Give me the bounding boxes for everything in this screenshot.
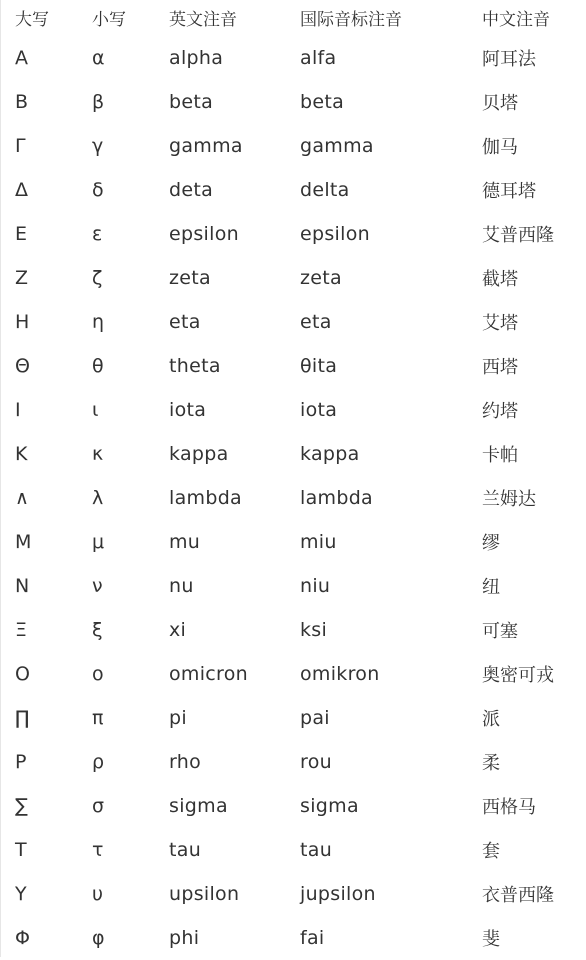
cell-uppercase: Κ [15,443,28,465]
cell-uppercase: Τ [15,839,27,861]
cell-chinese: 阿耳法 [482,49,536,70]
cell-lowercase: ξ [92,619,103,641]
cell-chinese: 德耳塔 [482,181,536,202]
table-row [1,652,586,696]
cell-lowercase: τ [92,839,104,861]
cell-ipa: iota [300,399,338,421]
header-uppercase: 大写 [15,10,49,30]
cell-english: rho [169,751,202,773]
table-row [1,872,586,916]
cell-english: xi [169,619,187,641]
cell-english: eta [169,311,201,333]
cell-ipa: gamma [300,135,374,157]
cell-english: gamma [169,135,243,157]
table-row [1,564,586,608]
cell-ipa: miu [300,531,337,553]
cell-english: mu [169,531,201,553]
cell-uppercase: Μ [15,531,32,553]
cell-ipa: beta [300,91,345,113]
cell-uppercase: Ζ [15,267,29,289]
cell-chinese: 西格马 [482,797,536,818]
cell-lowercase: φ [92,927,105,949]
table-row [1,80,586,124]
table-row [1,344,586,388]
cell-uppercase: Γ [15,135,26,157]
cell-lowercase: ο [92,663,104,685]
cell-english: nu [169,575,194,597]
table-header-row [1,0,586,36]
cell-lowercase: ι [92,399,99,421]
cell-ipa: jupsilon [300,883,376,905]
cell-ipa: ksi [300,619,328,641]
table-row [1,168,586,212]
cell-uppercase: Φ [15,927,31,949]
cell-chinese: 斐 [482,929,500,950]
cell-chinese: 纽 [482,577,500,598]
cell-uppercase: ∧ [15,487,30,509]
cell-english: zeta [169,267,211,289]
cell-lowercase: ζ [92,267,103,289]
table-body [1,36,586,960]
cell-lowercase: μ [92,531,105,553]
table-row [1,432,586,476]
cell-ipa: omikron [300,663,380,685]
table-row [1,212,586,256]
table-row [1,256,586,300]
cell-ipa: delta [300,179,350,201]
cell-uppercase: Θ [15,355,31,377]
cell-english: kappa [169,443,229,465]
cell-ipa: epsilon [300,223,370,245]
header-ipa-pronunciation: 国际音标注音 [300,10,402,30]
cell-uppercase: Ε [15,223,28,245]
cell-english: iota [169,399,207,421]
cell-lowercase: π [92,707,104,729]
cell-english: beta [169,91,214,113]
cell-chinese: 西塔 [482,357,518,378]
cell-lowercase: κ [92,443,104,465]
cell-ipa: niu [300,575,331,597]
cell-ipa: kappa [300,443,360,465]
cell-english: omicron [169,663,249,685]
cell-english: alpha [169,47,224,69]
cell-ipa: tau [300,839,333,861]
cell-english: phi [169,927,200,949]
cell-chinese: 伽马 [482,137,518,158]
cell-uppercase: Η [15,311,30,333]
cell-english: upsilon [169,883,240,905]
cell-chinese: 派 [482,709,500,730]
cell-ipa: pai [300,707,330,729]
cell-lowercase: β [92,91,105,113]
header-english-pronunciation: 英文注音 [169,10,237,30]
cell-lowercase: δ [92,179,104,201]
cell-lowercase: υ [92,883,104,905]
cell-uppercase: Ο [15,663,31,685]
table-row [1,740,586,784]
cell-uppercase: Β [15,91,29,113]
table-row [1,608,586,652]
cell-uppercase: Ξ [15,619,28,641]
cell-uppercase: Υ [15,883,27,905]
cell-lowercase: γ [92,135,104,157]
header-chinese-pronunciation: 中文注音 [482,10,550,30]
cell-ipa: zeta [300,267,342,289]
cell-english: deta [169,179,214,201]
cell-chinese: 柔 [482,753,500,774]
cell-ipa: alfa [300,47,337,69]
cell-english: pi [169,707,187,729]
cell-lowercase: ρ [92,751,105,773]
cell-uppercase: Α [15,47,29,69]
table-row [1,784,586,828]
cell-ipa: lambda [300,487,373,509]
cell-uppercase: ∑ [15,795,29,817]
cell-chinese: 奥密可戎 [482,665,554,686]
table-row [1,36,586,80]
cell-lowercase: λ [92,487,104,509]
table-row [1,476,586,520]
table-row [1,124,586,168]
header-lowercase: 小写 [92,10,126,30]
cell-lowercase: α [92,47,105,69]
cell-chinese: 贝塔 [482,93,518,114]
cell-uppercase: Ν [15,575,30,597]
cell-uppercase: Δ [15,179,29,201]
cell-lowercase: σ [92,795,105,817]
cell-uppercase: Ρ [15,751,27,773]
cell-chinese: 艾塔 [482,313,518,334]
cell-ipa: θita [300,355,338,377]
cell-chinese: 兰姆达 [482,489,536,510]
cell-english: epsilon [169,223,239,245]
cell-lowercase: ε [92,223,103,245]
table-row [1,388,586,432]
cell-chinese: 卡帕 [482,445,518,466]
greek-alphabet-table [1,0,586,960]
cell-ipa: sigma [300,795,359,817]
cell-chinese: 套 [482,841,500,862]
cell-chinese: 艾普西隆 [482,225,554,246]
cell-uppercase: Ι [15,399,21,421]
cell-english: lambda [169,487,242,509]
cell-ipa: fai [300,927,325,949]
cell-chinese: 衣普西隆 [482,885,554,906]
cell-english: sigma [169,795,228,817]
table-row [1,696,586,740]
table-row [1,916,586,960]
cell-lowercase: η [92,311,105,333]
cell-ipa: rou [300,751,332,773]
cell-uppercase: ∏ [15,707,30,729]
cell-chinese: 缪 [482,533,500,554]
cell-chinese: 约塔 [482,401,518,422]
cell-english: theta [169,355,221,377]
cell-lowercase: θ [92,355,104,377]
cell-chinese: 截塔 [482,269,518,290]
cell-ipa: eta [300,311,332,333]
cell-lowercase: ν [92,575,103,597]
cell-chinese: 可塞 [482,621,518,642]
table-row [1,520,586,564]
table-row [1,828,586,872]
cell-english: tau [169,839,202,861]
table-row [1,300,586,344]
